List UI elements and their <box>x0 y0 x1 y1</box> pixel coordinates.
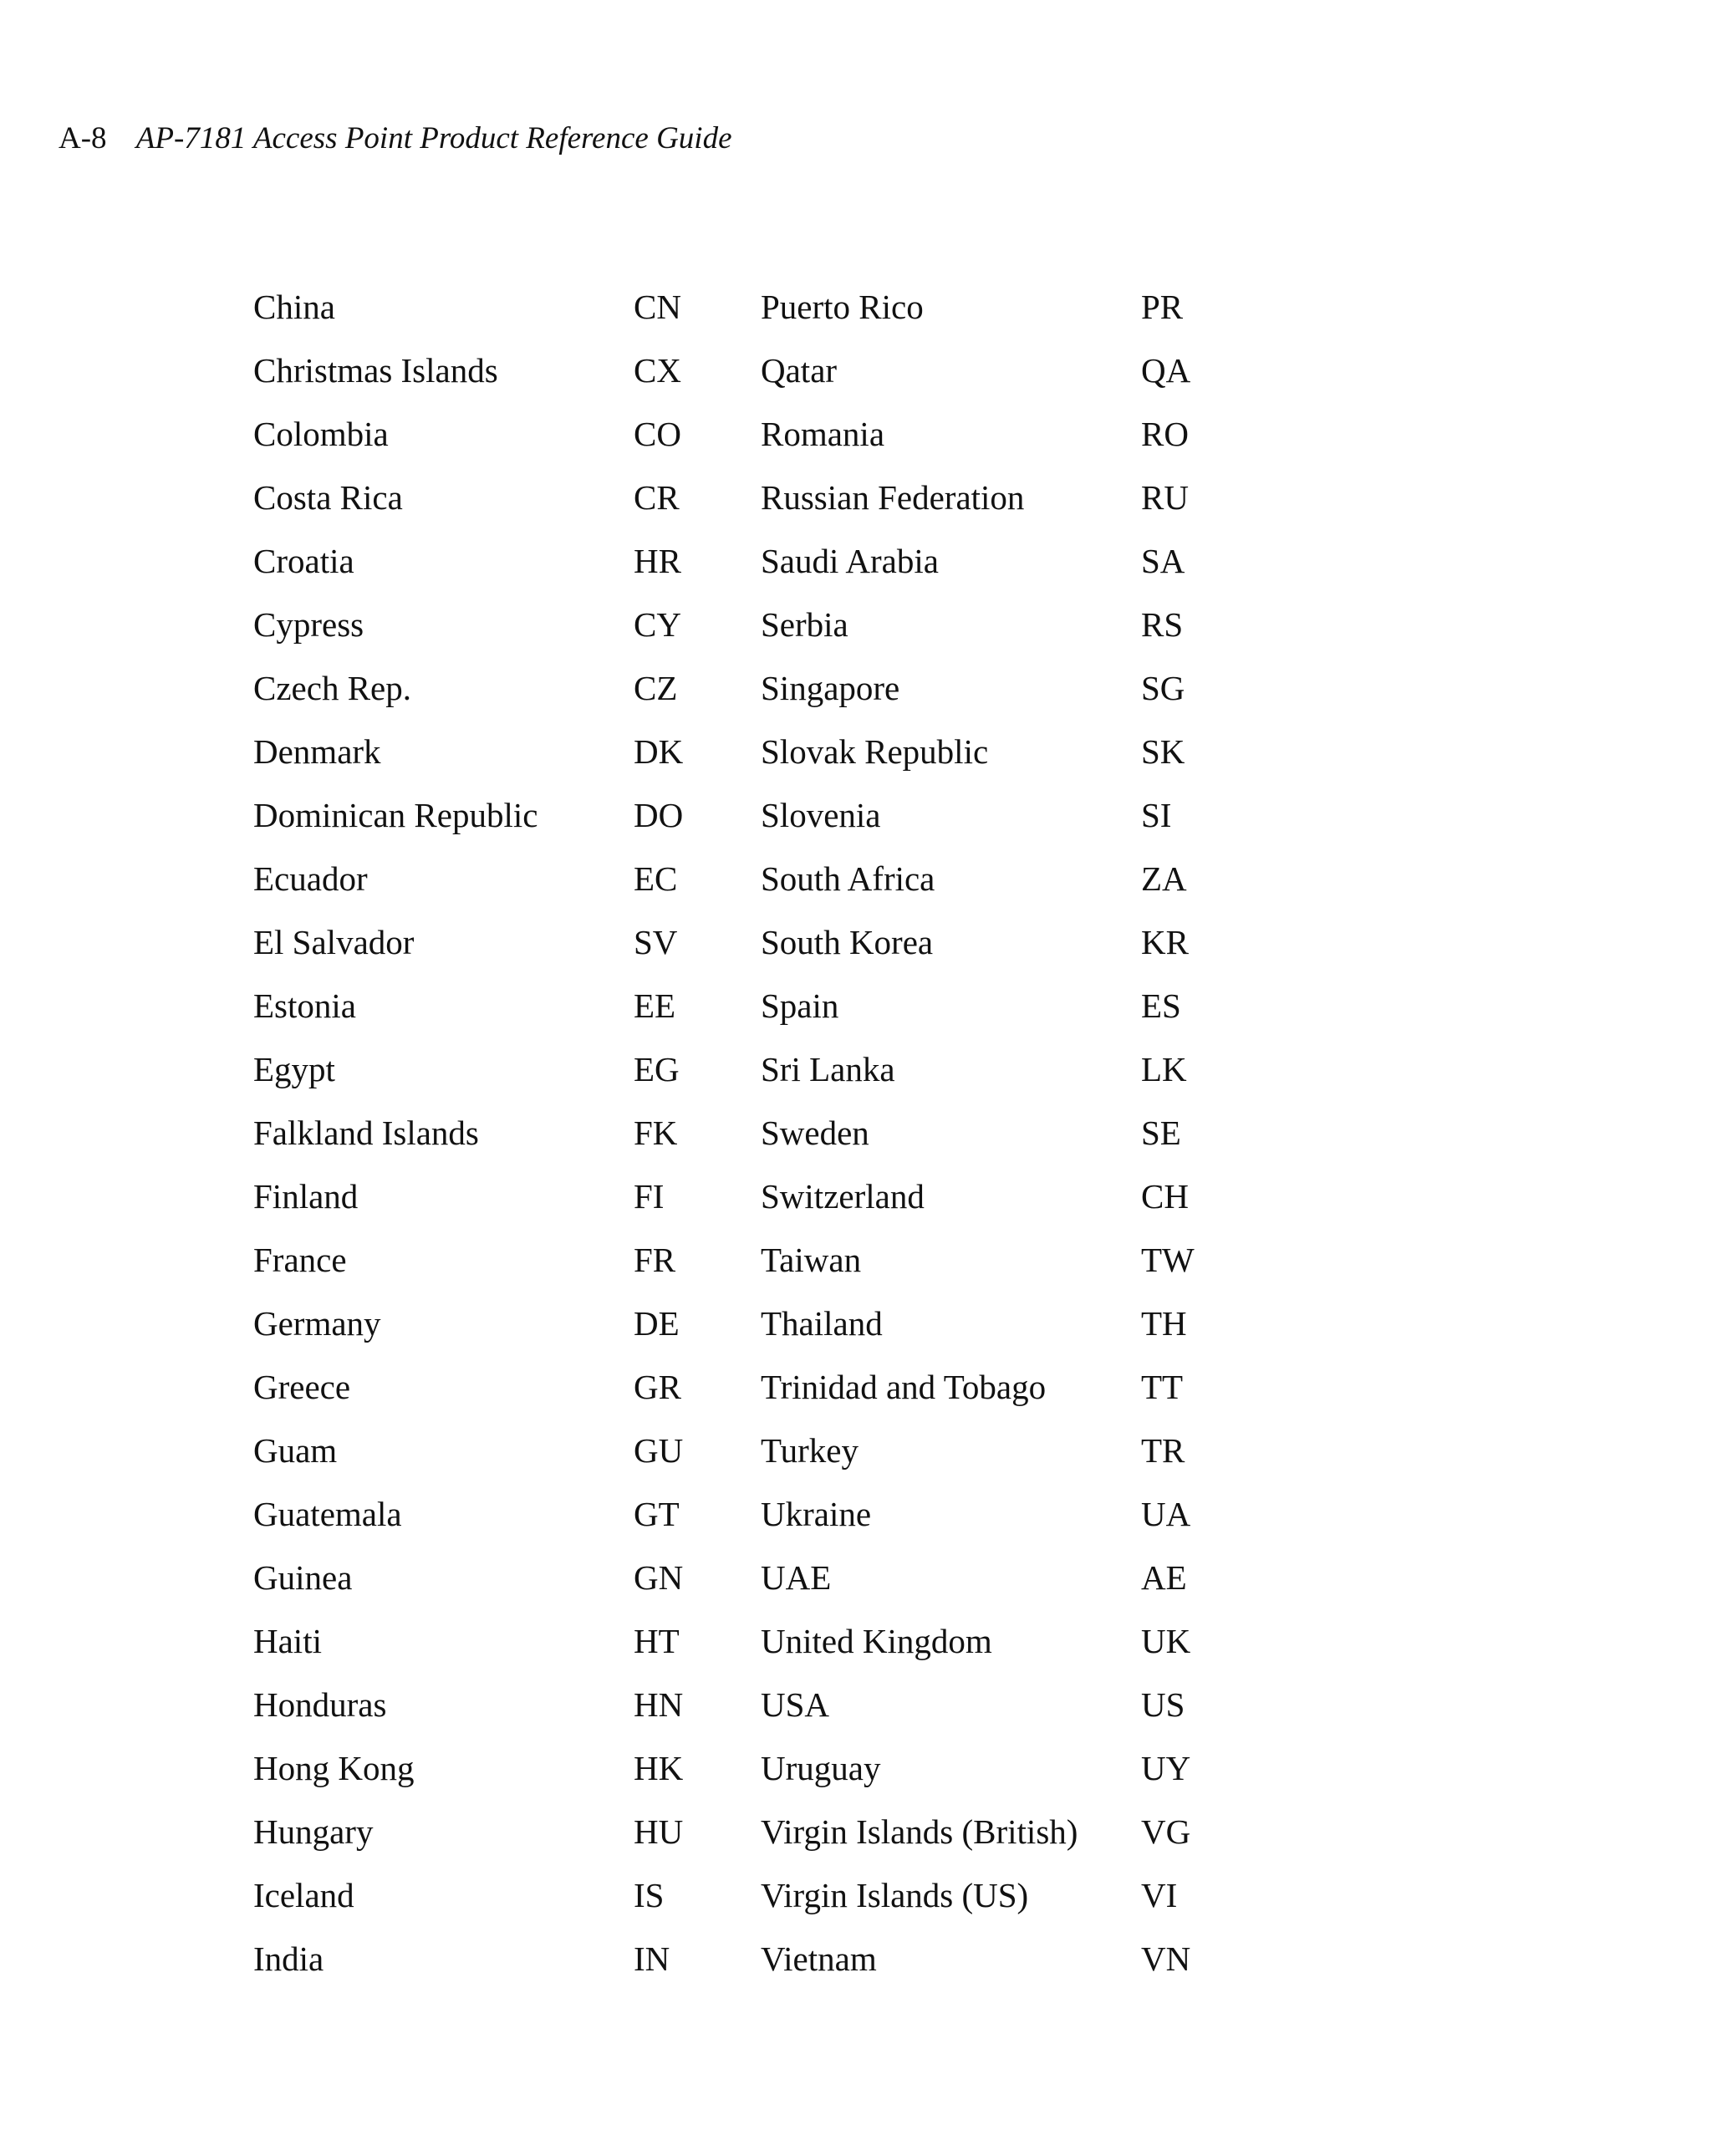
table-row <box>253 1556 1241 1619</box>
country-code-cell: SE <box>1141 1114 1181 1152</box>
table-row <box>253 1238 1241 1302</box>
country-name-cell: Turkey <box>761 1431 859 1470</box>
country-name-cell: Uruguay <box>761 1749 881 1787</box>
country-name-cell: Guam <box>253 1431 338 1470</box>
country-name-cell: Singapore <box>761 669 900 707</box>
country-code-cell: VG <box>1141 1812 1191 1851</box>
country-code-cell: LK <box>1141 1050 1187 1088</box>
country-code-cell: UY <box>1141 1749 1191 1787</box>
country-code-table-body <box>253 285 1241 2001</box>
country-name-cell: Hong Kong <box>253 1749 415 1787</box>
country-name-cell: Guatemala <box>253 1495 402 1533</box>
table-row <box>253 412 1241 476</box>
country-code-cell: CX <box>634 351 681 390</box>
country-code-cell: DE <box>634 1304 680 1343</box>
country-code-cell: GN <box>634 1558 684 1597</box>
country-code-cell: GU <box>634 1431 684 1470</box>
country-name-cell: Sri Lanka <box>761 1050 895 1088</box>
country-code-cell: PR <box>1141 288 1184 326</box>
table-row <box>253 1873 1241 1937</box>
country-name-cell: Ecuador <box>253 859 368 898</box>
country-code-cell: TH <box>1141 1304 1187 1343</box>
country-code-cell: UK <box>1141 1622 1191 1660</box>
country-code-cell: ES <box>1141 986 1181 1025</box>
country-name-cell: China <box>253 288 335 326</box>
country-code-cell: CN <box>634 288 681 326</box>
country-name-cell: Finland <box>253 1177 359 1216</box>
country-code-cell: GR <box>634 1368 681 1406</box>
country-code-cell: DO <box>634 796 684 834</box>
country-code-cell: CR <box>634 478 680 517</box>
table-row <box>253 666 1241 730</box>
country-name-cell: Switzerland <box>761 1177 925 1216</box>
country-code-cell: DK <box>634 732 684 771</box>
table-row <box>253 1683 1241 1746</box>
table-row <box>253 1175 1241 1238</box>
country-code-cell: RO <box>1141 415 1189 453</box>
country-code-cell: RU <box>1141 478 1189 517</box>
country-name-cell: Sweden <box>761 1114 869 1152</box>
country-name-cell: Cypress <box>253 605 364 644</box>
table-row <box>253 1746 1241 1810</box>
country-name-cell: South Korea <box>761 923 934 961</box>
country-name-cell: Denmark <box>253 732 381 771</box>
country-code-cell: EE <box>634 986 676 1025</box>
country-code-cell: SI <box>1141 796 1172 834</box>
country-name-cell: Egypt <box>253 1050 335 1088</box>
country-name-cell: Russian Federation <box>761 478 1025 517</box>
country-name-cell: Iceland <box>253 1876 354 1914</box>
country-code-cell: KR <box>1141 923 1189 961</box>
table-row <box>253 349 1241 412</box>
table-row <box>253 476 1241 539</box>
country-code-cell: FK <box>634 1114 678 1152</box>
country-code-cell: TW <box>1141 1241 1195 1279</box>
country-name-cell: USA <box>761 1685 830 1724</box>
table-row <box>253 1302 1241 1365</box>
country-name-cell: Ukraine <box>761 1495 872 1533</box>
country-name-cell: Hungary <box>253 1812 374 1851</box>
country-name-cell: Estonia <box>253 986 356 1025</box>
country-code-cell: TR <box>1141 1431 1185 1470</box>
country-code-cell: HR <box>634 542 681 580</box>
country-code-cell: IS <box>634 1876 665 1914</box>
country-name-cell: Spain <box>761 986 839 1025</box>
country-name-cell: Guinea <box>253 1558 353 1597</box>
table-row <box>253 539 1241 603</box>
country-name-cell: Germany <box>253 1304 381 1343</box>
country-code-table <box>253 285 1241 2001</box>
table-row <box>253 984 1241 1047</box>
table-row <box>253 857 1241 920</box>
country-code-cell: IN <box>634 1939 670 1978</box>
country-name-cell: France <box>253 1241 347 1279</box>
country-code-cell: HN <box>634 1685 684 1724</box>
country-code-cell: CY <box>634 605 681 644</box>
country-code-cell: EG <box>634 1050 680 1088</box>
country-code-cell: HT <box>634 1622 680 1660</box>
country-name-cell: Greece <box>253 1368 351 1406</box>
country-code-cell: VN <box>1141 1939 1191 1978</box>
country-name-cell: Slovak Republic <box>761 732 989 771</box>
country-code-cell: SV <box>634 923 678 961</box>
country-code-cell: CZ <box>634 669 678 707</box>
country-name-cell: United Kingdom <box>761 1622 992 1660</box>
country-name-cell: Trinidad and Tobago <box>761 1368 1047 1406</box>
country-code-cell: VI <box>1141 1876 1178 1914</box>
country-code-cell: SG <box>1141 669 1185 707</box>
table-row <box>253 920 1241 984</box>
country-code-cell: GT <box>634 1495 680 1533</box>
country-code-cell: UA <box>1141 1495 1191 1533</box>
country-code-cell: RS <box>1141 605 1184 644</box>
country-code-cell: US <box>1141 1685 1185 1724</box>
page-number: A-8 <box>59 121 107 155</box>
table-row <box>253 1937 1241 2001</box>
country-name-cell: Dominican Republic <box>253 796 538 834</box>
table-row <box>253 1492 1241 1556</box>
country-name-cell: Puerto Rico <box>761 288 924 326</box>
table-row <box>253 603 1241 666</box>
country-code-cell: EC <box>634 859 678 898</box>
country-code-cell: QA <box>1141 351 1191 390</box>
country-name-cell: Czech Rep. <box>253 669 411 707</box>
page-header <box>59 114 732 164</box>
country-name-cell: Croatia <box>253 542 354 580</box>
table-row <box>253 1047 1241 1111</box>
country-code-cell: CH <box>1141 1177 1189 1216</box>
country-code-cell: HU <box>634 1812 684 1851</box>
country-name-cell: Virgin Islands (US) <box>761 1876 1029 1914</box>
country-name-cell: Romania <box>761 415 885 453</box>
country-code-cell: FI <box>634 1177 665 1216</box>
country-code-cell: AE <box>1141 1558 1187 1597</box>
country-name-cell: Virgin Islands (British) <box>761 1812 1078 1851</box>
country-name-cell: El Salvador <box>253 923 415 961</box>
country-name-cell: South Africa <box>761 859 935 898</box>
country-name-cell: Thailand <box>761 1304 883 1343</box>
table-row <box>253 1810 1241 1873</box>
table-row <box>253 1111 1241 1175</box>
country-name-cell: Costa Rica <box>253 478 403 517</box>
country-name-cell: Falkland Islands <box>253 1114 479 1152</box>
table-row <box>253 1619 1241 1683</box>
table-row <box>253 1365 1241 1429</box>
country-name-cell: UAE <box>761 1558 832 1597</box>
country-code-cell: TT <box>1141 1368 1184 1406</box>
country-name-cell: Christmas Islands <box>253 351 498 390</box>
country-code-cell: CO <box>634 415 681 453</box>
country-code-cell: ZA <box>1141 859 1187 898</box>
country-code-cell: HK <box>634 1749 684 1787</box>
country-name-cell: Honduras <box>253 1685 387 1724</box>
country-name-cell: Taiwan <box>761 1241 862 1279</box>
table-row <box>253 793 1241 857</box>
country-name-cell: India <box>253 1939 324 1978</box>
country-code-cell: FR <box>634 1241 676 1279</box>
table-row <box>253 285 1241 349</box>
country-name-cell: Haiti <box>253 1622 322 1660</box>
guide-title: AP-7181 Access Point Product Reference Guide <box>135 121 732 155</box>
country-name-cell: Vietnam <box>761 1939 877 1978</box>
country-name-cell: Serbia <box>761 605 848 644</box>
table-row <box>253 1429 1241 1492</box>
country-code-cell: SA <box>1141 542 1185 580</box>
country-name-cell: Saudi Arabia <box>761 542 939 580</box>
country-code-cell: SK <box>1141 732 1185 771</box>
country-name-cell: Qatar <box>761 351 838 390</box>
table-row <box>253 730 1241 793</box>
country-name-cell: Slovenia <box>761 796 881 834</box>
country-name-cell: Colombia <box>253 415 389 453</box>
